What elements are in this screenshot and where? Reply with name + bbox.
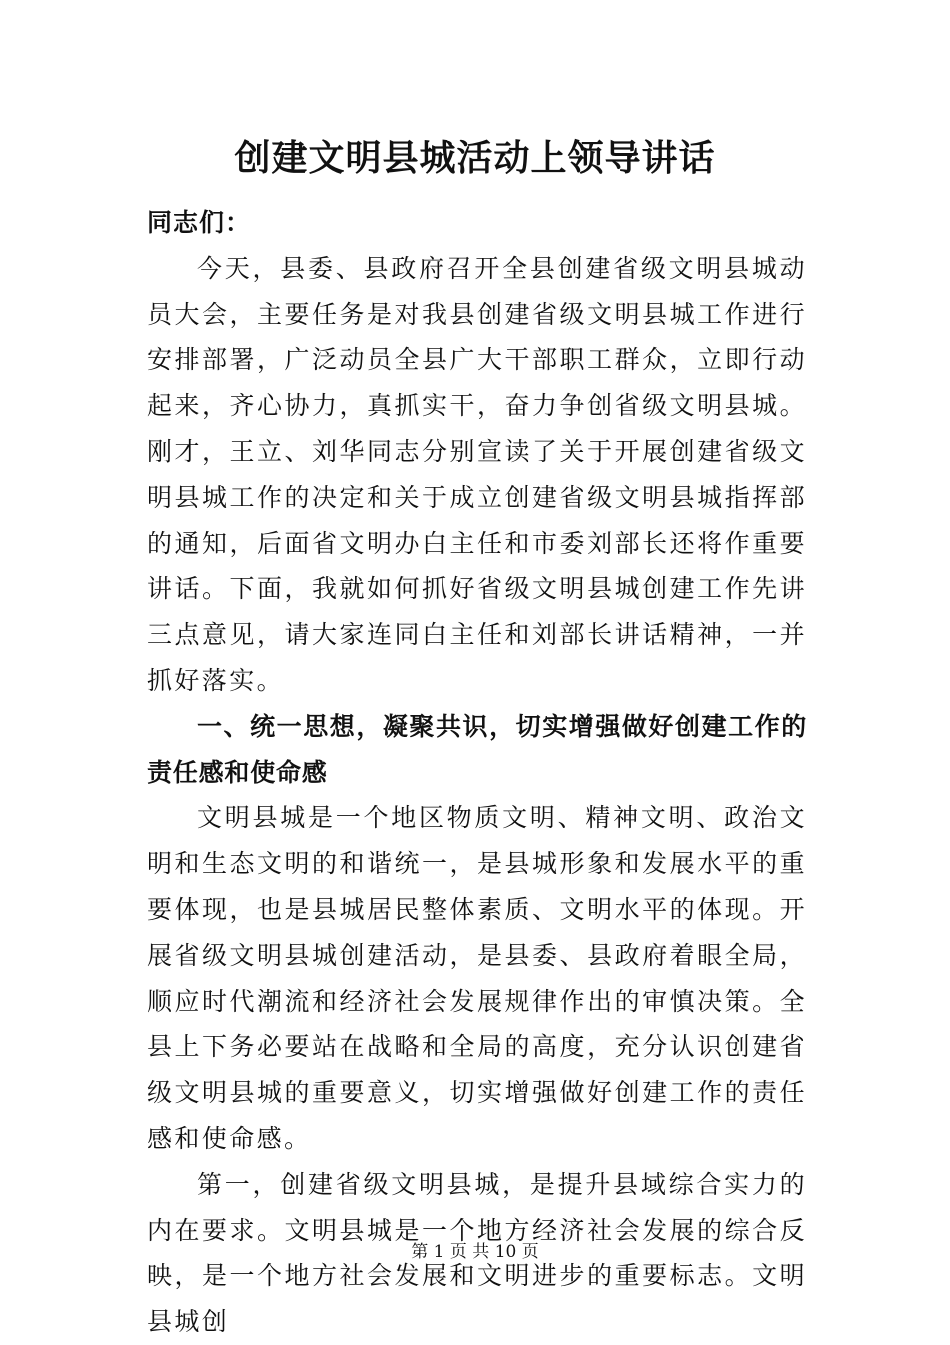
section-heading-1: 一、统一思想，凝聚共识，切实增强做好创建工作的责任感和使命感 (147, 711, 807, 787)
document-title: 创建文明县城活动上领导讲话 (234, 137, 716, 179)
salutation: 同志们： (147, 208, 252, 237)
paragraph-intro: 今天，县委、县政府召开全县创建省级文明县城动员大会，主要任务是对我县创建省级文明县城工作进行安排部署，广泛动员全县广大干部职工群众，立即行动起来，齐心协力，真抓实干，奋力争创省级文明县城。刚才，王立、刘华同志分别宣读了关于开展创建省级文明县城工作的决定和关于成立创建省级文明县城指挥部的通知，后面省文明办白主任和市委刘部长还将作重要讲话。下面，我就如何抓好省级文明县城创建工作先讲三点意见，请大家连同白主任和刘部长讲话精神，一并抓好落实。 (147, 253, 807, 695)
page-number-footer: 第 1 页 共 10 页 (411, 1242, 539, 1262)
paragraph-point-1: 第一，创建省级文明县城，是提升县域综合实力的内在要求。文明县城是一个地方经济社会发展的综合反映，是一个地方社会发展和文明进步的重要标志。文明县城创 (147, 1169, 807, 1337)
document-body (147, 200, 807, 1345)
paragraph-section-1: 文明县城是一个地区物质文明、精神文明、政治文明和生态文明的和谐统一，是县城形象和发展水平的重要体现，也是县城居民整体素质、文明水平的体现。开展省级文明县城创建活动，是县委、县政府着眼全局，顺应时代潮流和经济社会发展规律作出的审慎决策。全县上下务必要站在战略和全局的高度，充分认识创建省级文明县城的重要意义，切实增强做好创建工作的责任感和使命感。 (147, 803, 807, 1153)
